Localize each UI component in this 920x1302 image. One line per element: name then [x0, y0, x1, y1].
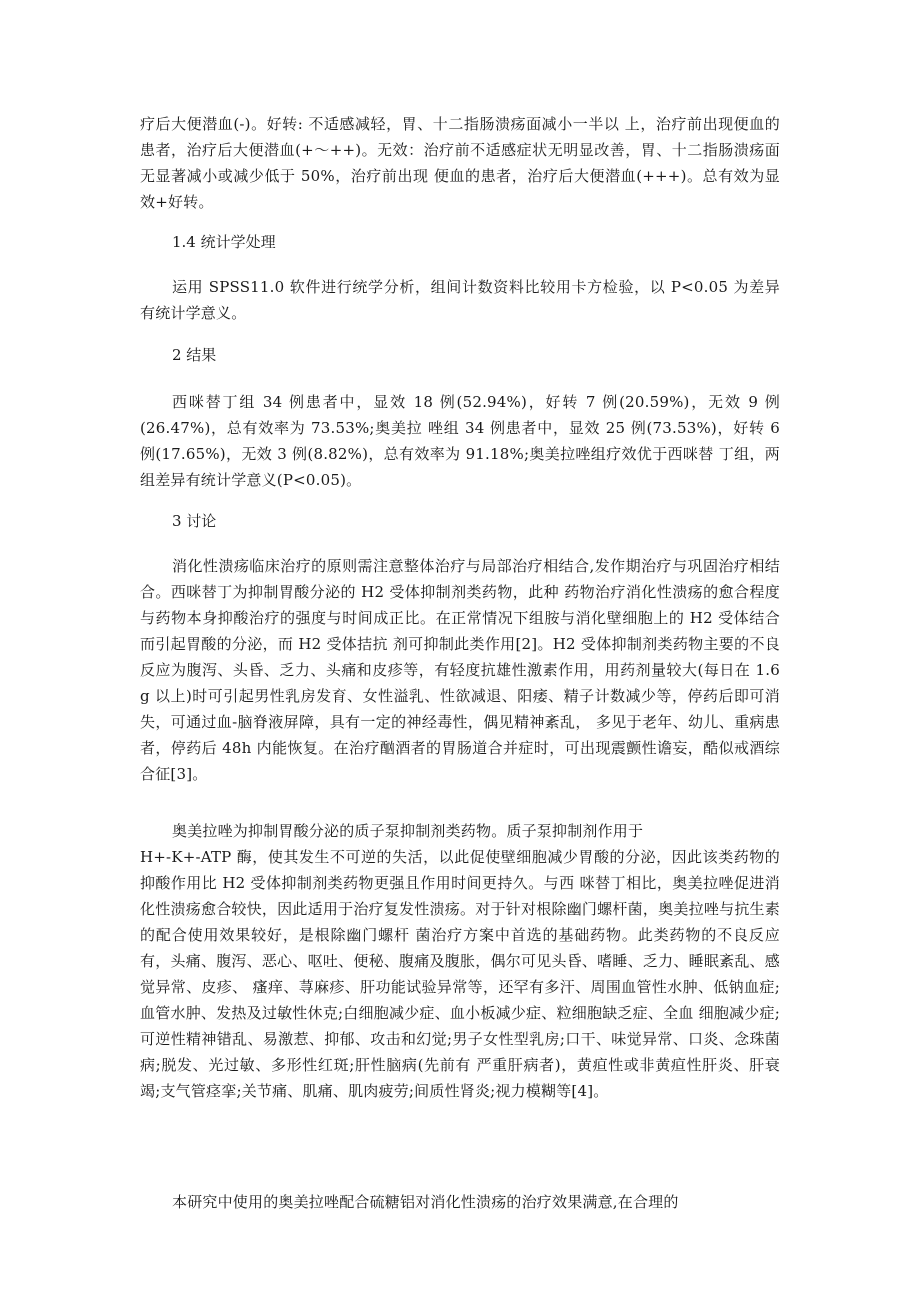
paragraph-efficacy-criteria: 疗后大便潜血(-)。好转: 不适感减轻，胃、十二指肠溃疡面减小一半以 上，治疗前出现便血的患者，治疗后大便潜血(+～++)。无效：治疗前不适感症状无明显改善，胃、十二指肠溃疡面无显著减小或减少低于 50%，治疗前出现 便血的患者，治疗后大便潜血(+++)。总有效为显效+好转。 — [140, 115, 780, 211]
section-heading-2: 2 结果 — [172, 346, 217, 364]
paragraph-statistics: 运用 SPSS11.0 软件进行统学分析，组间计数资料比较用卡方检验，以 P<0.05 为差异有统计学意义。 — [140, 278, 780, 322]
paragraph-discussion-2: H+-K+-ATP 酶，使其发生不可逆的失活，以此促使壁细胞减少胃酸的分泌，因此该类药物的抑酸作用比 H2 受体抑制剂类药物更强且作用时间更持久。与西 咪替丁相比，奥美拉唑促进消化性溃疡愈合较快，因此适用于治疗复发性溃疡。对于针对根除幽门螺杆菌，奥美拉唑与抗生素的配合使用效果较好，是根除幽门螺杆 菌治疗方案中首选的基础药物。此类药物的不良反应有，头痛、腹泻、恶心、呕吐、便秘、腹痛及腹胀，偶尔可见头昏、嗜睡、乏力、睡眠紊乱、感觉异常、皮疹、 瘙痒、荨麻疹、肝功能试验异常等，还罕有多汗、周围血管性水肿、低钠血症;血管水肿、发热及过敏性休克;白细胞减少症、血小板减少症、粒细胞缺乏症、全血 细胞减少症;可逆性精神错乱、易激惹、抑郁、攻击和幻觉;男子女性型乳房;口干、味觉异常、口炎、念珠菌病;脱发、光过敏、多形性红斑;肝性脑病(先前有 严重肝病者)，黄疸性或非黄疸性肝炎、肝衰竭;支气管痉挛;关节痛、肌痛、肌肉疲劳;间质性肾炎;视力模糊等[4]。 — [140, 848, 780, 1100]
paragraph-discussion-1: 消化性溃疡临床治疗的原则需注意整体治疗与局部治疗相结合,发作期治疗与巩固治疗相结合。西咪替丁为抑制胃酸分泌的 H2 受体抑制剂类药物，此种 药物治疗消化性溃疡的愈合程度与药物本身抑酸治疗的强度与时间成正比。在正常情况下组胺与消化壁细胞上的 H2 受体结合而引起胃酸的分泌，而 H2 受体拮抗 剂可抑制此类作用[2]。H2 受体抑制剂类药物主要的不良反应为腹泻、头昏、乏力、头痛和皮疹等，有轻度抗雄性激素作用，用药剂量较大(每日在 1.6 g 以上)时可引起男性乳房发育、女性溢乳、性欲减退、阳痿、精子计数减少等，停药后即可消失，可通过血-脑脊液屏障，具有一定的神经毒性，偶见精神紊乱， 多见于老年、幼儿、重病患者，停药后 48h 内能恢复。在治疗酗酒者的胃肠道合并症时，可出现震颤性谵妄，酷似戒酒综合征[3]。 — [140, 557, 780, 783]
paragraph-conclusion: 本研究中使用的奥美拉唑配合硫糖铝对消化性溃疡的治疗效果满意,在合理的 — [172, 1193, 679, 1211]
section-heading-1-4: 1.4 统计学处理 — [172, 233, 276, 251]
section-heading-3: 3 讨论 — [172, 512, 217, 530]
paragraph-results: 西咪替丁组 34 例患者中，显效 18 例(52.94%)，好转 7 例(20.59%)，无效 9 例(26.47%)，总有效率为 73.53%;奥美拉 唑组 34 例患者中，显效 25 例(73.53%)，好转 6 例(17.65%)，无效 3 例(8.82%)，总有效率为 91.18%;奥美拉唑组疗效优于西咪替 丁组，两组差异有统计学意义(P<0.05)。 — [140, 393, 780, 489]
paragraph-discussion-2-lead: 奥美拉唑为抑制胃酸分泌的质子泵抑制剂类药物。质子泵抑制剂作用于 — [172, 822, 644, 840]
